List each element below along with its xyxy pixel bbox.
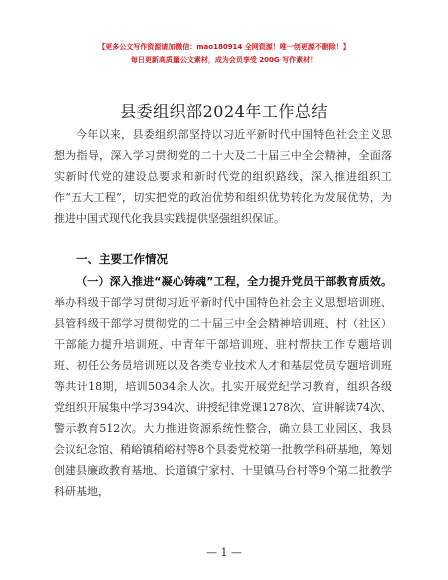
- section-heading: 一、主要工作情况: [76, 252, 168, 266]
- page-number: — 1 —: [206, 546, 242, 559]
- document-title: 县委组织部2024年工作总结: [120, 102, 328, 121]
- intro-paragraph: 今年以来，县委组织部坚持以习近平新时代中国特色社会主义思想为指导，深入学习贯彻党的二十大及二十届三中全会精神，全面落实新时代党的建设总要求和新时代党的组织路线，深入推进组织工作“五大工程”，切实把党的政治优势和组织优势转化为发展优势，为推进中国式现代化我县实践提供坚强组织保证。: [54, 128, 392, 225]
- subsection-body: 举办科级干部学习贯彻习近平新时代中国特色社会主义思想培训班、县管科级干部学习贯彻党的二十届三中全会精神培训班、村（社区）干部能力提升培训班、中青年干部培训班、驻村帮扶工作专题培训班、初任公务员培训班以及各类专业技术人才和基层党员专题培训班等共计18期，培训5034余人次。扎实开展党纪学习教育，组织各级党组织开展集中学习394次、讲授纪律党课1278次、宣讲解读74次、警示教育512次。大力推进资源系统性整合，确立县工业园区、我县会议纪念馆、稍峪镇稍峪村等8个县委党校第一批教学科研基地，筹划创建县廉政教育基地、长道镇宁家村、十里镇马台村等9个第二批教学科研基地，: [54, 296, 392, 498]
- subsection-title: （一）深入推进“凝心铸魂”工程，全力提升党员干部教育质效。: [76, 275, 392, 288]
- promo-banner-line-1: 【更多公文写作资源请加微信：mao180914 全网资源！唯一创更源不删除！】: [98, 43, 350, 51]
- subsection-paragraph: [54, 271, 392, 502]
- promo-banner-line-2: 每日更新高质量公文素材，成为会员享受 200G 写作素材！: [130, 56, 318, 64]
